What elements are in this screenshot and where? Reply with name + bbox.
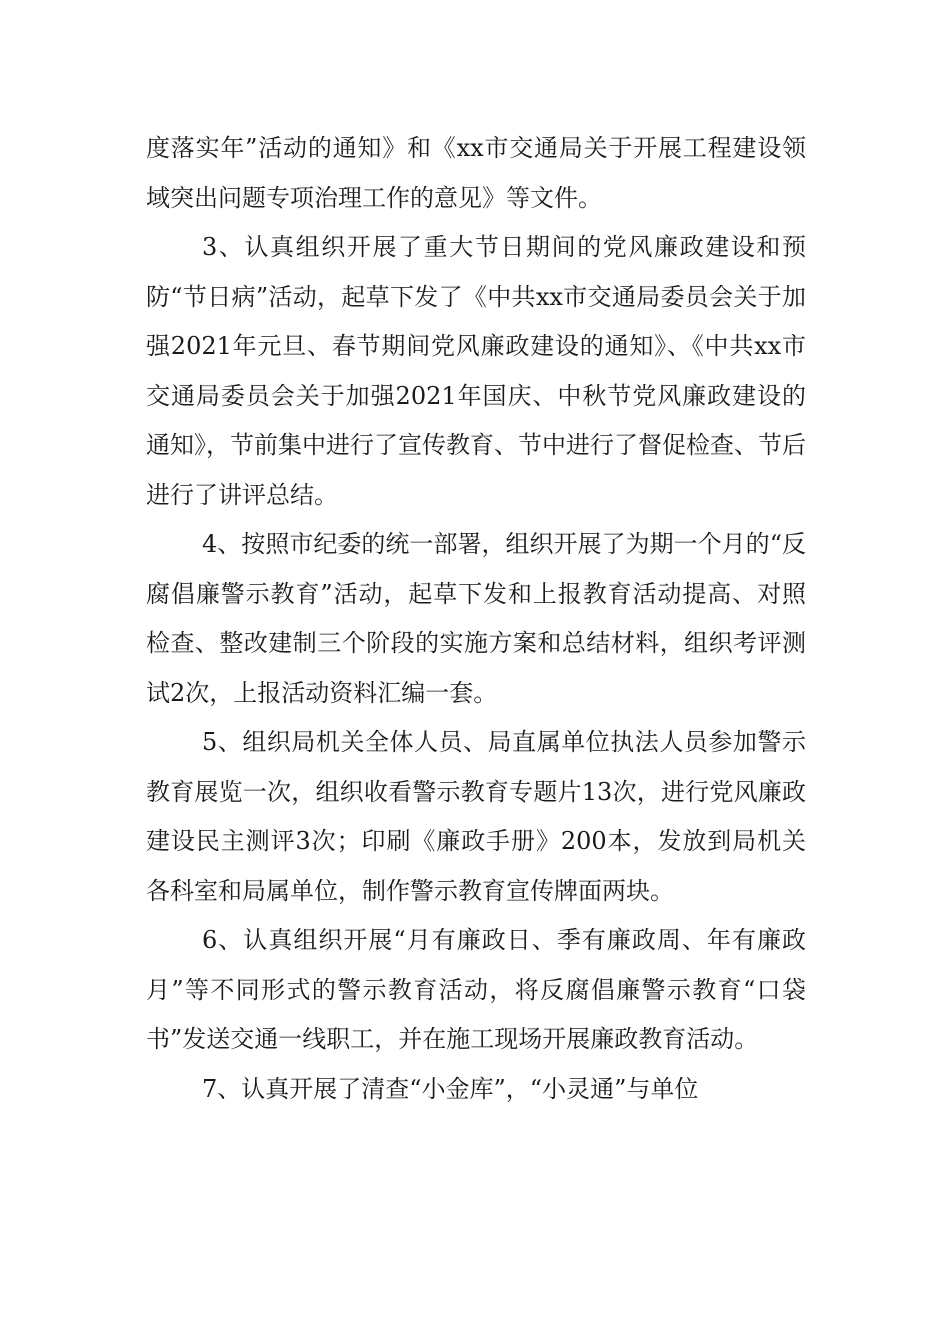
paragraph-continuation: 度落实年”活动的通知》和《xx市交通局关于开展工程建设领域突出问题专项治理工作的意见》等文件。 — [146, 134, 806, 212]
paragraph-item-4: 4、按照市纪委的统一部署，组织开展了为期一个月的“反腐倡廉警示教育”活动，起草下发和上报教育活动提高、对照检查、整改建制三个阶段的实施方案和总结材料，组织考评测试2次，上报活动资料汇编一套。 — [146, 530, 806, 707]
paragraph-item-3: 3、认真组织开展了重大节日期间的党风廉政建设和预防“节日病”活动，起草下发了《中共xx市交通局委员会关于加强2021年元旦、春节期间党风廉政建设的通知》、《中共xx市交通局委员会关于加强2021年国庆、中秋节党风廉政建设的通知》，节前集中进行了宣传教育、节中进行了督促检查、节后进行了讲评总结。 — [146, 233, 806, 509]
paragraph-item-5: 5、组织局机关全体人员、局直属单位执法人员参加警示教育展览一次，组织收看警示教育专题片13次，进行党风廉政建设民主测评3次；印刷《廉政手册》200本，发放到局机关各科室和局属单位，制作警示教育宣传牌面两块。 — [146, 728, 806, 905]
document-body — [146, 124, 806, 1114]
paragraph-item-6: 6、认真组织开展“月有廉政日、季有廉政周、年有廉政月”等不同形式的警示教育活动，将反腐倡廉警示教育“口袋书”发送交通一线职工，并在施工现场开展廉政教育活动。 — [146, 926, 806, 1053]
paragraph-item-7: 7、认真开展了清查“小金库”，“小灵通”与单位 — [202, 1074, 699, 1103]
